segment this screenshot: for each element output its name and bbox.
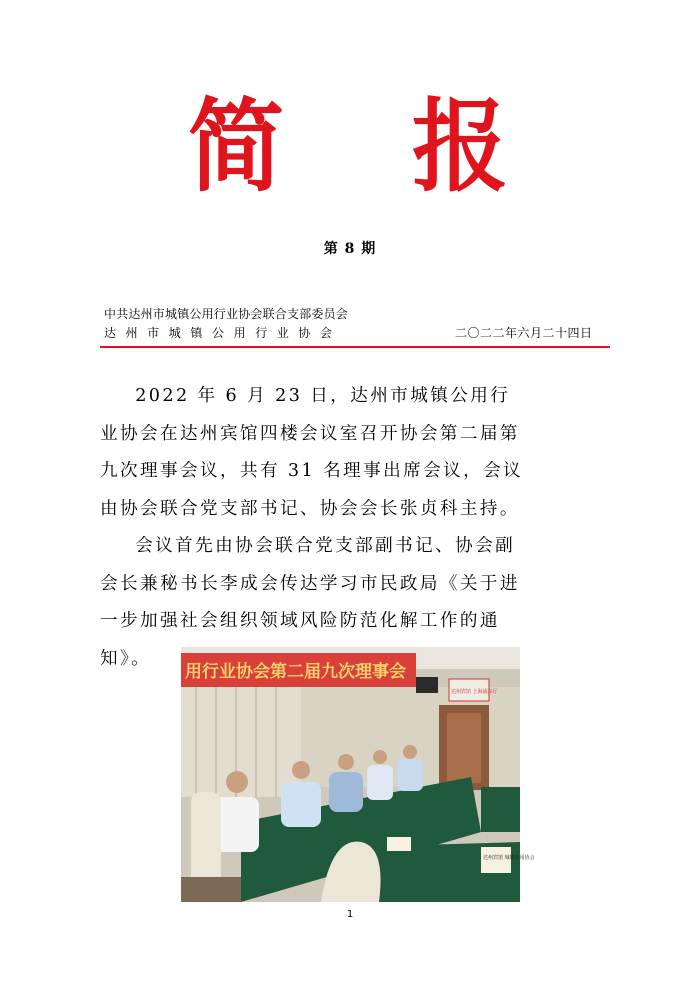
page-number: 1 <box>346 909 354 920</box>
issue-number: 第 8 期 <box>323 241 377 257</box>
issue-date: 二〇二二年六月二十四日 <box>455 326 593 340</box>
masthead-title <box>0 87 700 206</box>
table-card-text: 达州宾馆 城镇公用协会 <box>483 855 535 861</box>
header-divider <box>100 346 610 348</box>
masthead-char-right: 报 <box>412 87 508 206</box>
wall-sign-text: 达州宾馆 上海浦东厅 <box>451 689 498 695</box>
banner-text: 用行业协会第二届九次理事会 <box>185 662 406 682</box>
meeting-photo <box>181 647 535 902</box>
body-paragraph-1: 2022 年 6 月 23 日，达州市城镇公用行业协会在达州宾馆四楼会议室召开协会第二届第九次理事会议，共有 31 名理事出席会议，会议由协会联合党支部书记、协会会长张贞科主持。 <box>100 386 524 519</box>
body-paragraph-2: 会议首先由协会联合党支部副书记、协会副会长兼秘书长李成会传达学习市民政局《关于进一步加强社会组织领域风险防范化解工作的通知》。 <box>100 536 520 669</box>
masthead-char-left: 简 <box>188 87 284 206</box>
issuer-association: 达州市城镇公用行业协会 <box>104 326 342 340</box>
issuer-party-committee: 中共达州市城镇公用行业协会联合支部委员会 <box>104 307 349 321</box>
